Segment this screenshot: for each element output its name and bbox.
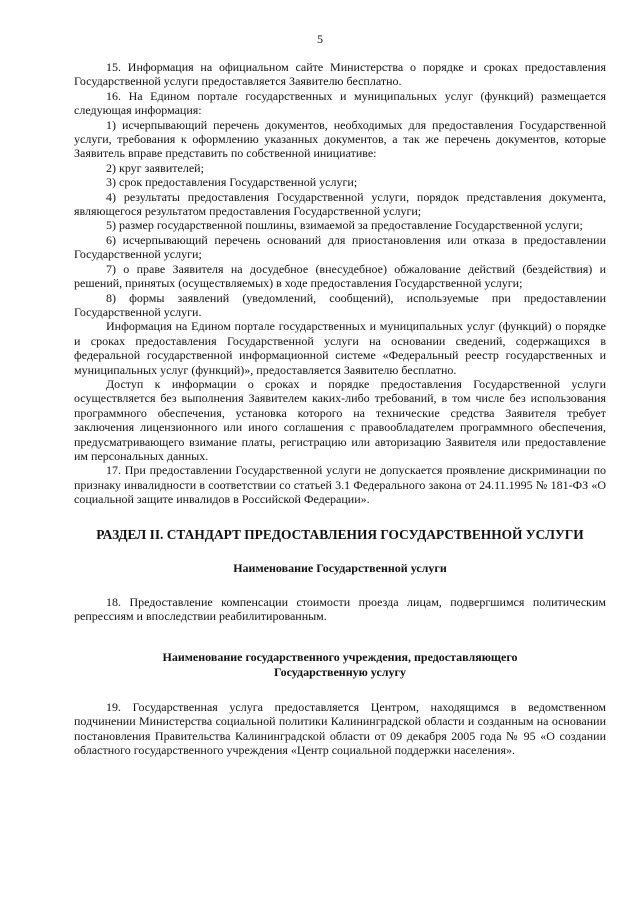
- document-body: [74, 60, 606, 757]
- page-number: 5: [317, 32, 323, 46]
- paragraph-access: Доступ к информации о сроках и порядке предоставления Государственной услуги осуществляется без выполнения Заявителем каких-либо требований, в том числе без использования программного обеспечения, установка которого на технические средства Заявителя требует заключения лицензионного или иного соглашения с правообладателем программного обеспечения, предусматривающего взимание платы, регистрацию или авторизацию Заявителя или предоставление им персональных данных.: [74, 376, 606, 463]
- paragraph-19: 19. Государственная услуга предоставляется Центром, находящимся в ведомственном подчинении Министерства социальной политики Калининградской области и созданным на основании постановления Правительства Калининградской области от 09 декабря 2005 года № 95 «О создании областного государственного учреждения «Центр социальной поддержки населения».: [74, 699, 606, 758]
- subheading-institution: [74, 650, 606, 680]
- list-item-4: 4) результаты предоставления Государственной услуги, порядок представления документа, являющегося результатом предоставления Государственной услуги;: [74, 189, 606, 219]
- subheading-service-name: Наименование Государственной услуги: [233, 560, 447, 575]
- paragraph-15: 15. Информация на официальном сайте Министерства о порядке и сроках предоставления Государственной услуги предоставляется Заявителю бесплатно.: [74, 60, 606, 89]
- list-item-7: 7) о праве Заявителя на досудебное (внесудебное) обжалование действий (бездействия) и решений, принятых (осуществляемых) в ходе предоставления Государственной услуги;: [74, 261, 606, 291]
- list-item-2: 2) круг заявителей;: [106, 160, 204, 175]
- list-item-6: 6) исчерпывающий перечень оснований для приостановления или отказа в предоставлении Государственной услуги;: [74, 232, 606, 262]
- paragraph-17: 17. При предоставлении Государственной услуги не допускается проявление дискриминации по признаку инвалидности в соответствии со статьей 3.1 Федерального закона от 24.11.1995 № 181-ФЗ «О социальной защите инвалидов в Российской Федерации».: [74, 463, 606, 507]
- list-item-5: 5) размер государственной пошлины, взимаемой за предоставление Государственной услуги;: [106, 218, 583, 233]
- list-item-3: 3) срок предоставления Государственной услуги;: [106, 175, 358, 190]
- paragraph-16: 16. На Едином портале государственных и муниципальных услуг (функций) размещается следующая информация:: [74, 88, 606, 118]
- section-title: РАЗДЕЛ II. СТАНДАРТ ПРЕДОСТАВЛЕНИЯ ГОСУДАРСТВЕННОЙ УСЛУГИ: [96, 526, 584, 542]
- paragraph-portal-info: Информация на Едином портале государственных и муниципальных услуг (функций) о порядке и сроках предоставления Государственной услуги на основании сведений, содержащихся в федеральной государственной информационной системе «Федеральный реестр государственных и муниципальных услуг (функций)», предоставляется Заявителю бесплатно.: [74, 319, 606, 377]
- subheading-institution-line2: Государственную услугу: [274, 664, 406, 679]
- list-item-8: 8) формы заявлений (уведомлений, сообщений), используемые при предоставлении Государственной услуги.: [74, 290, 606, 319]
- list-item-1: 1) исчерпывающий перечень документов, необходимых для предоставления Государственной услуги, требования к оформлению указанных документов, а так же перечень документов, которые Заявитель вправе представить по собственной инициативе:: [74, 117, 606, 161]
- subheading-institution-line1: Наименование государственного учреждения, предоставляющего: [162, 649, 518, 664]
- paragraph-18: 18. Предоставление компенсации стоимости проезда лицам, подвергшимся политическим репрессиям и впоследствии реабилитированным.: [74, 595, 606, 624]
